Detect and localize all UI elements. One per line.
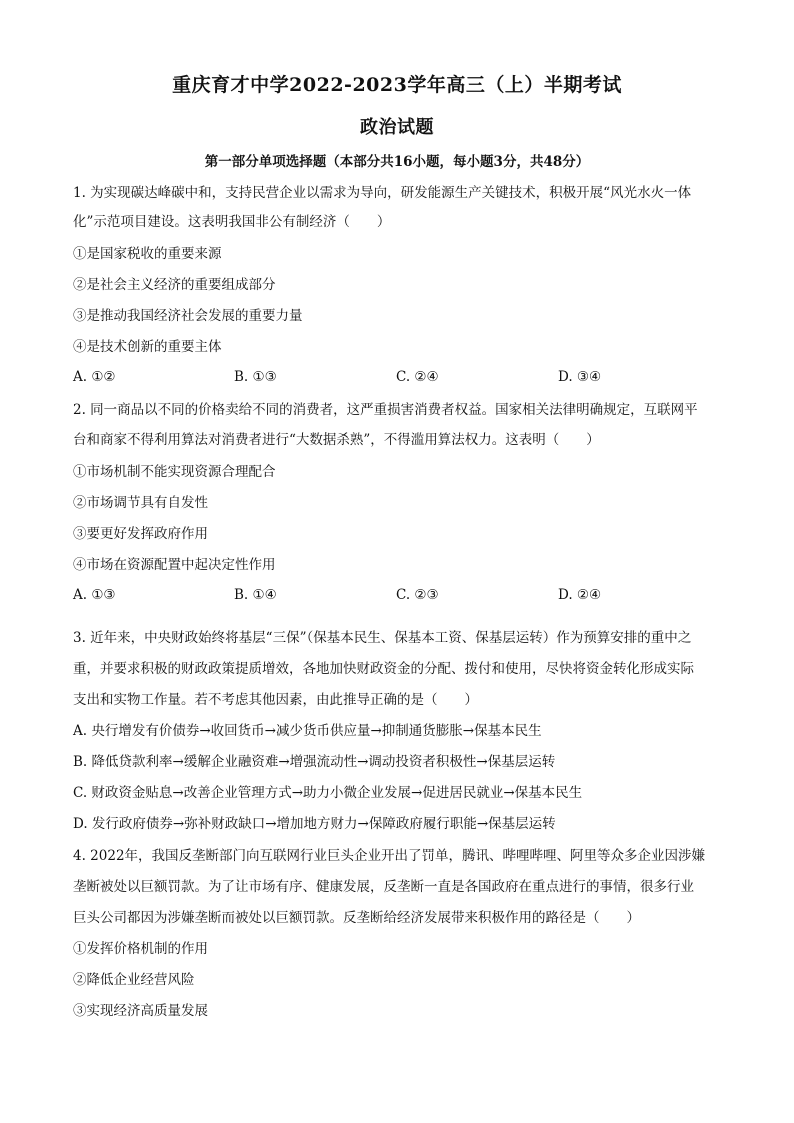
q4-stem-line2: 垄断被处以巨额罚款。为了让市场有序、健康发展，反垄断一直是各国政府在重点进行的事情，很多行业 (73, 879, 694, 895)
q4-stem-line1: 4. 2022年，我国反垄断部门向互联网行业巨头企业开出了罚单，腾讯、哔哩哔哩、阿里等众多企业因涉嫌 (73, 848, 706, 864)
q1-option-d: D. ③④ (558, 369, 602, 385)
q1-option-a: A. ①② (73, 369, 116, 385)
exam-title: 重庆育才中学2022-2023学年高三（上）半期考试 (172, 74, 622, 96)
q2-item-3: ③要更好发挥政府作用 (73, 526, 208, 542)
q4-item-2: ②降低企业经营风险 (73, 972, 195, 988)
q1-option-b: B. ①③ (234, 369, 277, 385)
q3-option-c: C. 财政资金贴息→改善企业管理方式→助力小微企业发展→促进居民就业→保基本民生 (73, 785, 583, 801)
q1-item-1: ①是国家税收的重要来源 (73, 246, 222, 262)
section-heading: 第一部分单项选择题（本部分共16小题，每小题3分，共48分） (204, 154, 590, 170)
q3-stem-line2: 重，并要求积极的财政政策提质增效，各地加快财政资金的分配、拨付和使用，尽快将资金转化形成实际 (73, 661, 694, 677)
q1-stem-line1: 1. 为实现碳达峰碳中和，支持民营企业以需求为导向，研发能源生产关键技术，积极开展“风光水火一体 (73, 185, 692, 201)
q2-item-4: ④市场在资源配置中起决定性作用 (73, 557, 276, 573)
q1-item-4: ④是技术创新的重要主体 (73, 339, 222, 355)
q4-stem-line3: 巨头公司都因为涉嫌垄断而被处以巨额罚款。反垄断给经济发展带来积极作用的路径是（ ） (73, 910, 640, 926)
q1-option-c: C. ②④ (396, 369, 439, 385)
q2-option-b: B. ①④ (234, 587, 277, 603)
q3-option-a: A. 央行增发有价债券→收回货币→减少货币供应量→抑制通货膨胀→保基本民生 (73, 723, 542, 739)
q1-stem-line2: 化”示范项目建设。这表明我国非公有制经济（ ） (73, 214, 391, 230)
q2-stem-line2: 台和商家不得利用算法对消费者进行“大数据杀熟”，不得滥用算法权力。这表明（ ） (73, 432, 600, 448)
q4-item-3: ③实现经济高质量发展 (73, 1003, 208, 1019)
q3-option-d: D. 发行政府债券→弥补财政缺口→增加地方财力→保障政府履行职能→保基层运转 (73, 816, 556, 832)
q1-item-3: ③是推动我国经济社会发展的重要力量 (73, 308, 303, 324)
q2-option-c: C. ②③ (396, 587, 439, 603)
q3-stem-line3: 支出和实物工作量。若不考虑其他因素，由此推导正确的是（ ） (73, 692, 478, 708)
exam-subtitle: 政治试题 (360, 117, 434, 138)
q2-item-1: ①市场机制不能实现资源合理配合 (73, 464, 276, 480)
q1-item-2: ②是社会主义经济的重要组成部分 (73, 277, 276, 293)
q2-option-a: A. ①③ (73, 587, 116, 603)
q2-stem-line1: 2. 同一商品以不同的价格卖给不同的消费者，这严重损害消费者权益。国家相关法律明确规定，互联网平 (73, 402, 698, 418)
q3-option-b: B. 降低贷款利率→缓解企业融资难→增强流动性→调动投资者积极性→保基层运转 (73, 754, 556, 770)
q2-item-2: ②市场调节具有自发性 (73, 495, 208, 511)
q3-stem-line1: 3. 近年来，中央财政始终将基层“三保”（保基本民生、保基本工资、保基层运转）作为预算安排的重中之 (73, 630, 692, 646)
q4-item-1: ①发挥价格机制的作用 (73, 941, 208, 957)
q2-option-d: D. ②④ (558, 587, 602, 603)
